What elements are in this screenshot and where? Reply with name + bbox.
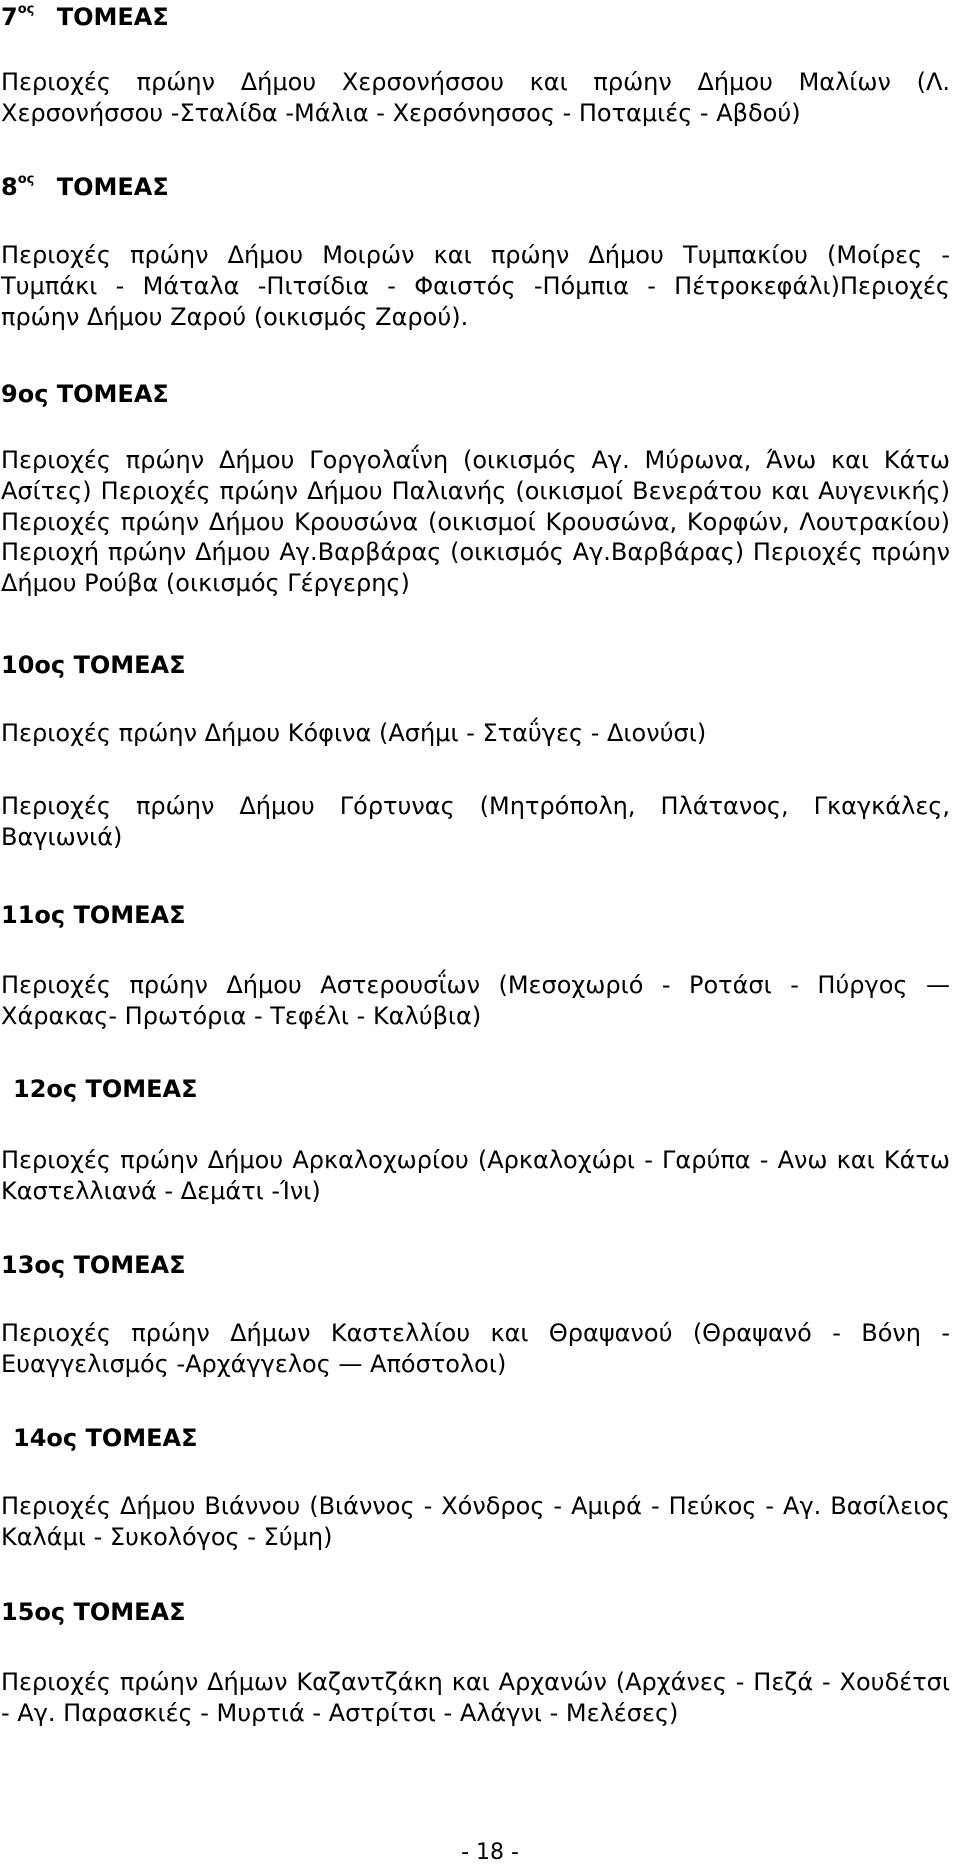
section-10-paragraph-2: Περιοχές πρώην Δήμου Γόρτυνας (Μητρόπολη, Πλάτανος, Γκαγκάλες, Βαγιωνιά) xyxy=(1,792,950,851)
section-7-paragraph-1: Περιοχές πρώην Δήμου Χερσονήσσου και πρώην Δήμου Μαλίων (Λ. Χερσονήσσου -Σταλίδα -Μάλια - Χερσόνησσος - Ποταμιές - Αβδού) xyxy=(1,68,950,127)
section-heading-13: 13ος ΤΟΜΕΑΣ xyxy=(1,1251,186,1279)
section-heading-12: 12ος ΤΟΜΕΑΣ xyxy=(13,1075,198,1103)
section-15-paragraph-1: Περιοχές πρώην Δήμων Καζαντζάκη και Αρχανών (Αρχάνες - Πεζά - Χουδέτσι - Αγ. Παρασκιές - Μυρτιά - Αστρίτσι - Αλάγνι - Μελέσες) xyxy=(1,1668,950,1727)
section-10-paragraph-1: Περιοχές πρώην Δήμου Κόφινα (Ασήμι - Σταΰγες - Διονύσι) xyxy=(1,719,707,747)
section-9-paragraph-1: Περιοχές πρώην Δήμου Γοργολαΐνη (οικισμός Αγ. Μύρωνα, Άνω και Κάτω Ασίτες) Περιοχές πρώην Δήμου Παλιανής (οικισμοί Βενεράτου και Αυγενικής) Περιοχές πρώην Δήμου Κρουσώνα (οικισμοί Κρουσώνα, Κορφών, Λουτρακίου) Περιοχή πρώην Δήμου Αγ.Βαρβάρας (οικισμός Αγ.Βαρβάρας) Περιοχές πρώην Δήμου Ρούβα (οικισμός Γέργερης) xyxy=(1,446,950,598)
page-number: - 18 - xyxy=(461,1840,519,1865)
section-13-paragraph-1: Περιοχές πρώην Δήμων Καστελλίου και Θραψανού (Θραψανό - Βόνη - Ευαγγελισμός -Αρχάγγελος — Απόστολοι) xyxy=(1,1319,950,1378)
section-heading-9: 9ος ΤΟΜΕΑΣ xyxy=(1,380,169,408)
section-heading-15: 15ος ΤΟΜΕΑΣ xyxy=(1,1598,186,1626)
section-heading-10: 10ος ΤΟΜΕΑΣ xyxy=(1,651,186,679)
section-heading-8: $8^{o\varsigma}$ ΤΟΜΕΑΣ xyxy=(1,172,169,201)
section-heading-14: 14ος ΤΟΜΕΑΣ xyxy=(13,1424,198,1452)
section-12-paragraph-1: Περιοχές πρώην Δήμου Αρκαλοχωρίου (Αρκαλοχώρι - Γαρύπα - Ανω και Κάτω Καστελλιανά - Δεμάτι -Ίνι) xyxy=(1,1146,950,1205)
section-11-paragraph-1: Περιοχές πρώην Δήμου Αστερουσΐων (Μεσοχωριό - Ροτάσι - Πύργος — Χάρακας- Πρωτόρια - Τεφέλι - Καλύβια) xyxy=(1,971,950,1030)
page-number-footer xyxy=(0,1840,960,1866)
section-heading-7: $7^{o\varsigma}$ ΤΟΜΕΑΣ xyxy=(1,2,169,31)
section-8-paragraph-1: Περιοχές πρώην Δήμου Μοιρών και πρώην Δήμου Τυμπακίου (Μοίρες - Τυμπάκι - Μάταλα -Πιτσίδια - Φαιστός -Πόμπια - Πέτροκεφάλι)Περιοχές πρώην Δήμου Ζαρού (οικισμός Ζαρού). xyxy=(1,241,950,331)
section-heading-11: 11ος ΤΟΜΕΑΣ xyxy=(1,901,186,929)
section-14-paragraph-1: Περιοχές Δήμου Βιάννου (Βιάννος - Χόνδρος - Αμιρά - Πεύκος - Αγ. Βασίλειος Καλάμι - Συκολόγος - Σύμη) xyxy=(1,1492,950,1551)
